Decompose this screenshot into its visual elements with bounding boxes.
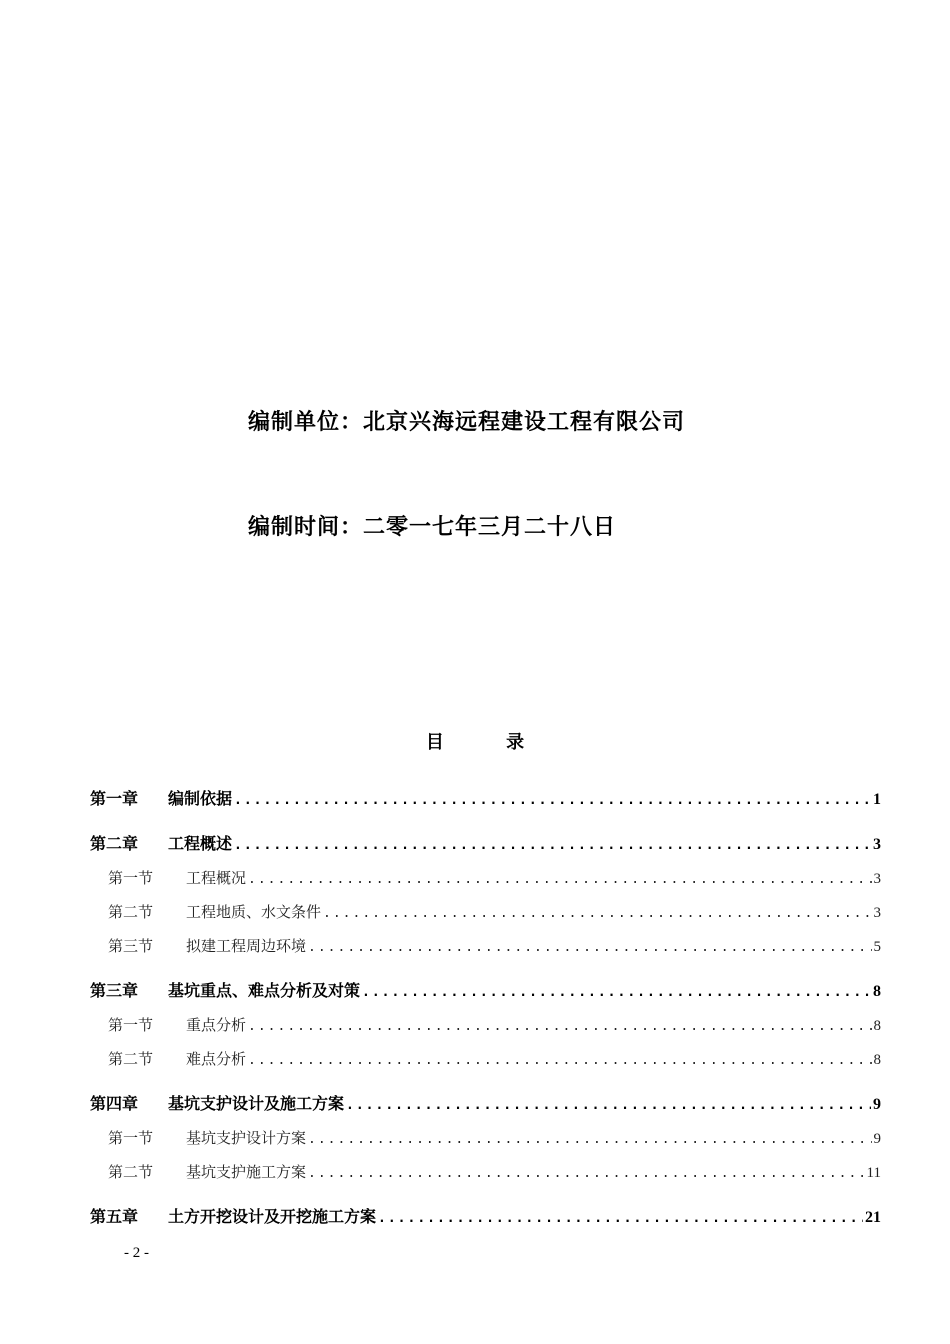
toc-entry[interactable] bbox=[90, 833, 881, 857]
toc-entry-page: 3 bbox=[873, 905, 881, 921]
toc-entry-title: 工程地质、水文条件 bbox=[186, 903, 322, 921]
toc-entry-number: 第一章 bbox=[90, 789, 139, 808]
toc-entry[interactable] bbox=[90, 1093, 881, 1117]
toc-entry-title: 工程概述 bbox=[168, 834, 233, 853]
toc-entry-page: 11 bbox=[866, 1165, 881, 1181]
toc-leader-dots bbox=[308, 1163, 865, 1185]
toc-entry[interactable] bbox=[108, 1014, 881, 1038]
toc-leader-dots bbox=[378, 1208, 863, 1230]
toc-leader-dots bbox=[234, 835, 871, 857]
toc-leader-dots bbox=[308, 937, 871, 959]
toc-entry-page: 5 bbox=[873, 939, 881, 955]
toc-entry-title: 基坑支护设计方案 bbox=[186, 1129, 307, 1147]
toc-entry-page: 8 bbox=[873, 1018, 881, 1034]
toc-title bbox=[0, 728, 950, 754]
toc-entry-page: 8 bbox=[873, 983, 881, 1000]
toc-entry-number: 第三节 bbox=[108, 937, 154, 955]
toc-entry-page: 21 bbox=[865, 1209, 881, 1226]
toc-entry-number: 第三章 bbox=[90, 981, 139, 1000]
toc-entry-title: 拟建工程周边环境 bbox=[186, 937, 307, 955]
toc-entry-number: 第一节 bbox=[108, 1016, 154, 1034]
toc-entry[interactable] bbox=[108, 935, 881, 959]
toc-leader-dots bbox=[323, 903, 871, 925]
toc-entry[interactable] bbox=[90, 1206, 881, 1230]
toc-entry-page: 9 bbox=[873, 1096, 881, 1113]
toc-entry[interactable] bbox=[90, 980, 881, 1004]
toc-entry-page: 1 bbox=[873, 791, 881, 808]
toc-title-right: 录 bbox=[506, 732, 525, 753]
toc-entry-number: 第二节 bbox=[108, 1163, 154, 1181]
toc-leader-dots bbox=[362, 982, 871, 1004]
toc-entry[interactable] bbox=[108, 901, 881, 925]
toc-leader-dots bbox=[234, 790, 871, 812]
toc-entry[interactable] bbox=[108, 867, 881, 891]
toc-entry-title: 基坑重点、难点分析及对策 bbox=[168, 981, 361, 1000]
toc-entry-page: 3 bbox=[873, 871, 881, 887]
toc-entry-title: 难点分析 bbox=[186, 1050, 247, 1068]
toc-entry-number: 第四章 bbox=[90, 1094, 139, 1113]
toc-entry-number: 第一节 bbox=[108, 1129, 154, 1147]
toc-entry-title: 工程概况 bbox=[186, 869, 247, 887]
toc-leader-dots bbox=[248, 869, 871, 891]
toc-entry[interactable] bbox=[108, 1161, 881, 1185]
toc-entry-title: 重点分析 bbox=[186, 1016, 247, 1034]
toc-entry-title: 基坑支护设计及施工方案 bbox=[168, 1094, 345, 1113]
toc-entry-page: 8 bbox=[873, 1052, 881, 1068]
compiling-unit: 编制单位：北京兴海远程建设工程有限公司 bbox=[248, 410, 686, 435]
toc-entry[interactable] bbox=[108, 1048, 881, 1072]
toc-leader-dots bbox=[248, 1050, 871, 1072]
toc-entry[interactable] bbox=[90, 788, 881, 812]
toc-leader-dots bbox=[308, 1129, 871, 1151]
toc-leader-dots bbox=[248, 1016, 871, 1038]
toc-leader-dots bbox=[346, 1095, 871, 1117]
toc-entry-title: 编制依据 bbox=[168, 789, 233, 808]
toc-entry-number: 第五章 bbox=[90, 1207, 139, 1226]
compiling-date: 编制时间：二零一七年三月二十八日 bbox=[248, 515, 617, 540]
toc-entry-page: 3 bbox=[873, 836, 881, 853]
toc-entry-number: 第二节 bbox=[108, 903, 154, 921]
toc-entry-title: 土方开挖设计及开挖施工方案 bbox=[168, 1207, 377, 1226]
toc-entry-number: 第二章 bbox=[90, 834, 139, 853]
toc-entry-title: 基坑支护施工方案 bbox=[186, 1163, 307, 1181]
toc-entry-page: 9 bbox=[873, 1131, 881, 1147]
toc-title-left: 目 bbox=[425, 732, 444, 753]
toc-entry-number: 第一节 bbox=[108, 869, 154, 887]
toc-entry-number: 第二节 bbox=[108, 1050, 154, 1068]
page-number: - 2 - bbox=[124, 1245, 149, 1261]
toc-entry[interactable] bbox=[108, 1127, 881, 1151]
